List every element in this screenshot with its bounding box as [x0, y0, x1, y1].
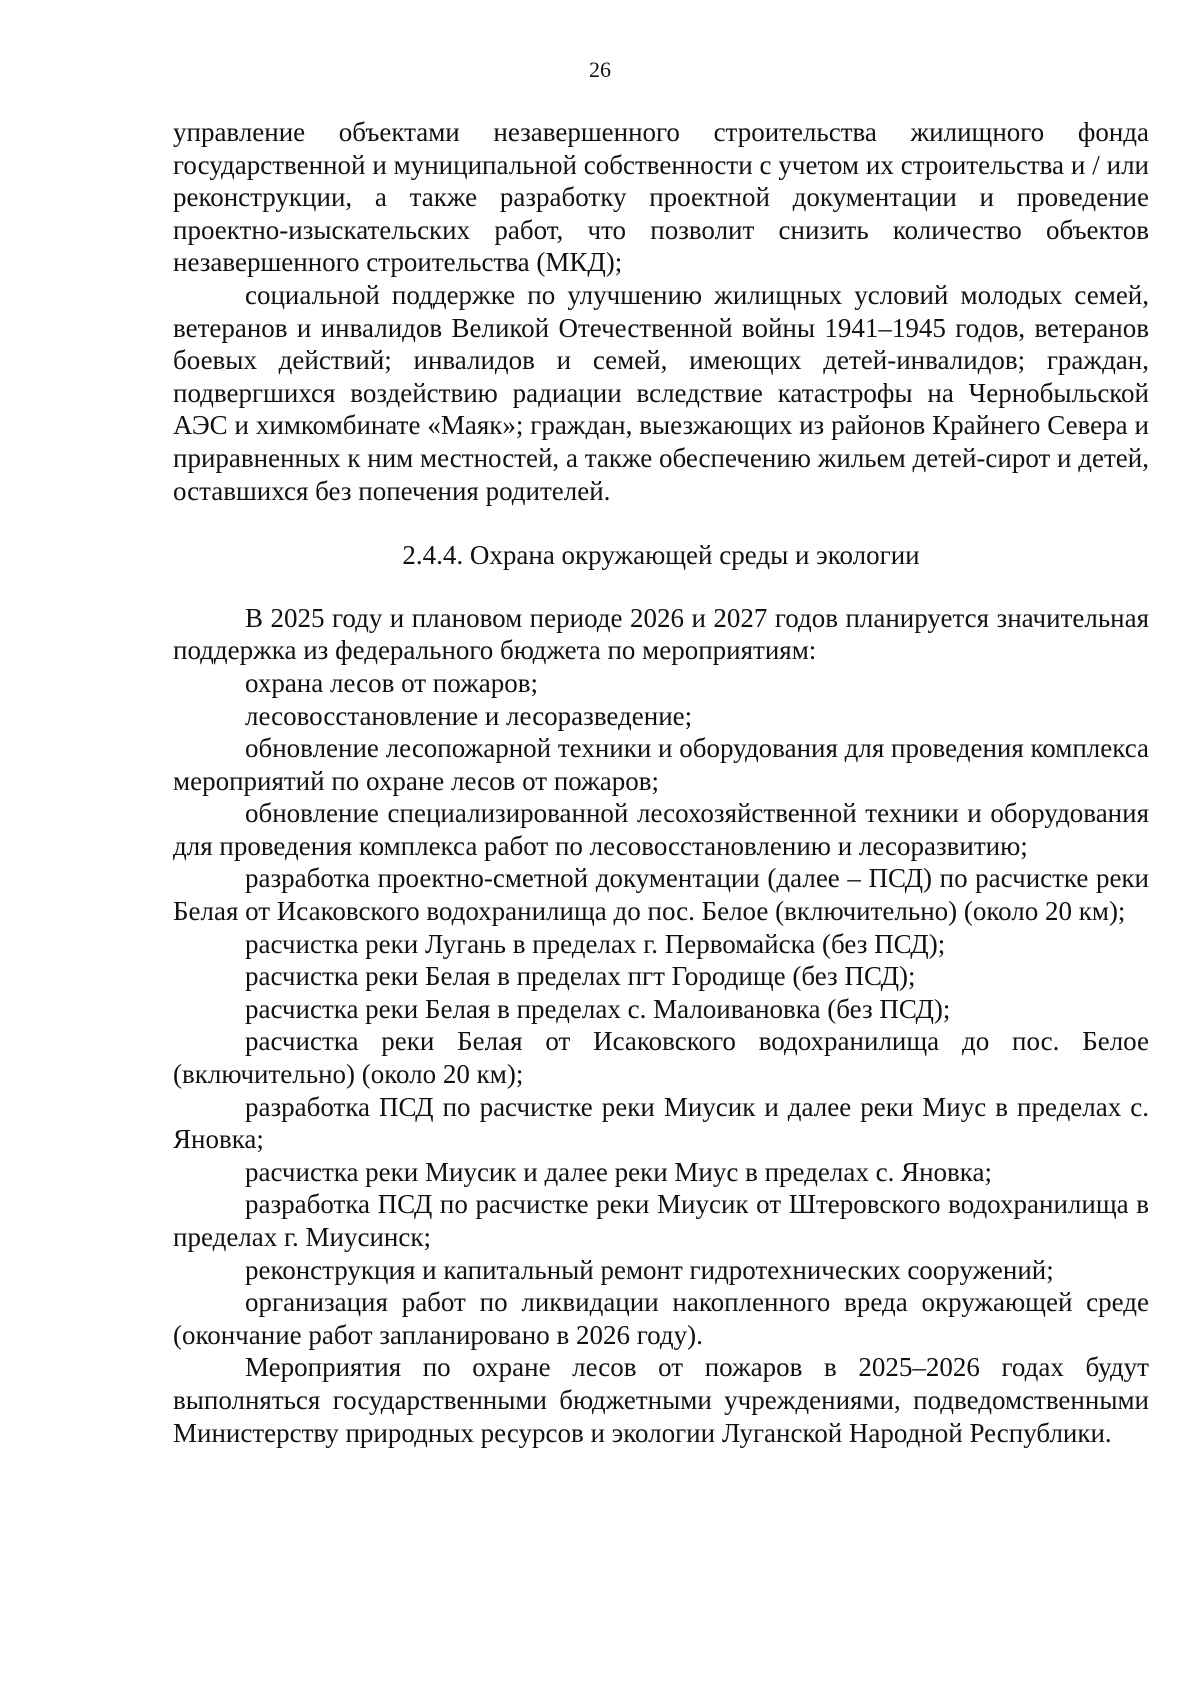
list-item: расчистка реки Лугань в пределах г. Первомайска (без ПСД);: [245, 928, 946, 959]
list-item: разработка проектно-сметной документации (далее – ПСД) по расчистке реки Белая от Исаковского водохранилища до пос. Белое (включительно) (около 20 км);: [173, 863, 1149, 927]
list-item: расчистка реки Белая в пределах пгт Городище (без ПСД);: [245, 961, 916, 992]
list-item: расчистка реки Миусик и далее реки Миус в пределах с. Яновка;: [245, 1156, 992, 1187]
paragraph: социальной поддержке по улучшению жилищных условий молодых семей, ветеранов и инвалидов Великой Отечественной войны 1941–1945 годов, ветеранов боевых действий; инвалидов и семей, имеющих детей-инвалидов; граждан, подвергшихся воздействию радиации вследствие катастрофы на Чернобыльской АЭС и химкомбинате «Маяк»; граждан, выезжающих из районов Крайнего Севера и приравненных к ним местностей, а также обеспечению жильем детей-сирот и детей, оставшихся без попечения родителей.: [173, 279, 1149, 506]
list-item: лесовосстановление и лесоразведение;: [245, 700, 693, 731]
list-item: организация работ по ликвидации накопленного вреда окружающей среде (окончание работ запланировано в 2026 году).: [173, 1287, 1149, 1350]
paragraph: управление объектами незавершенного строительства жилищного фонда государственной и муниципальной собственности с учетом их строительства и / или реконструкции, а также разработку проектной документации и проведение проектно-изыскательских работ, что позволит снизить количество объектов незавершенного строительства (МКД);: [173, 117, 1149, 278]
list-item: расчистка реки Белая в пределах с. Малоивановка (без ПСД);: [245, 993, 951, 1024]
list-item: разработка ПСД по расчистке реки Миусик от Штеровского водохранилища в пределах г. Миусинск;: [173, 1189, 1149, 1252]
paragraph: В 2025 году и плановом периоде 2026 и 2027 годов планируется значительная поддержка из федерального бюджета по мероприятиям:: [173, 602, 1149, 666]
list-item: расчистка реки Белая от Исаковского водохранилища до пос. Белое (включительно) (около 20 км);: [173, 1026, 1149, 1090]
paragraph: Мероприятия по охране лесов от пожаров в 2025–2026 годах будут выполняться государственными бюджетными учреждениями, подведомственными Министерству природных ресурсов и экологии Луганской Народной Республики.: [173, 1352, 1149, 1448]
list-item: разработка ПСД по расчистке реки Миусик и далее реки Миус в пределах с. Яновка;: [173, 1091, 1149, 1155]
list-item: обновление специализированной лесохозяйственной техники и оборудования для проведения комплекса работ по лесовосстановлению и лесоразвитию;: [173, 798, 1149, 861]
list-item: обновление лесопожарной техники и оборудования для проведения комплекса мероприятий по охране лесов от пожаров;: [173, 733, 1149, 796]
document-body: [173, 116, 1149, 1449]
section-heading: 2.4.4. Охрана окружающей среды и экологии: [402, 540, 920, 571]
list-item: охрана лесов от пожаров;: [245, 667, 538, 698]
page-number: 26: [589, 57, 611, 82]
list-item: реконструкция и капитальный ремонт гидротехнических сооружений;: [245, 1254, 1054, 1285]
